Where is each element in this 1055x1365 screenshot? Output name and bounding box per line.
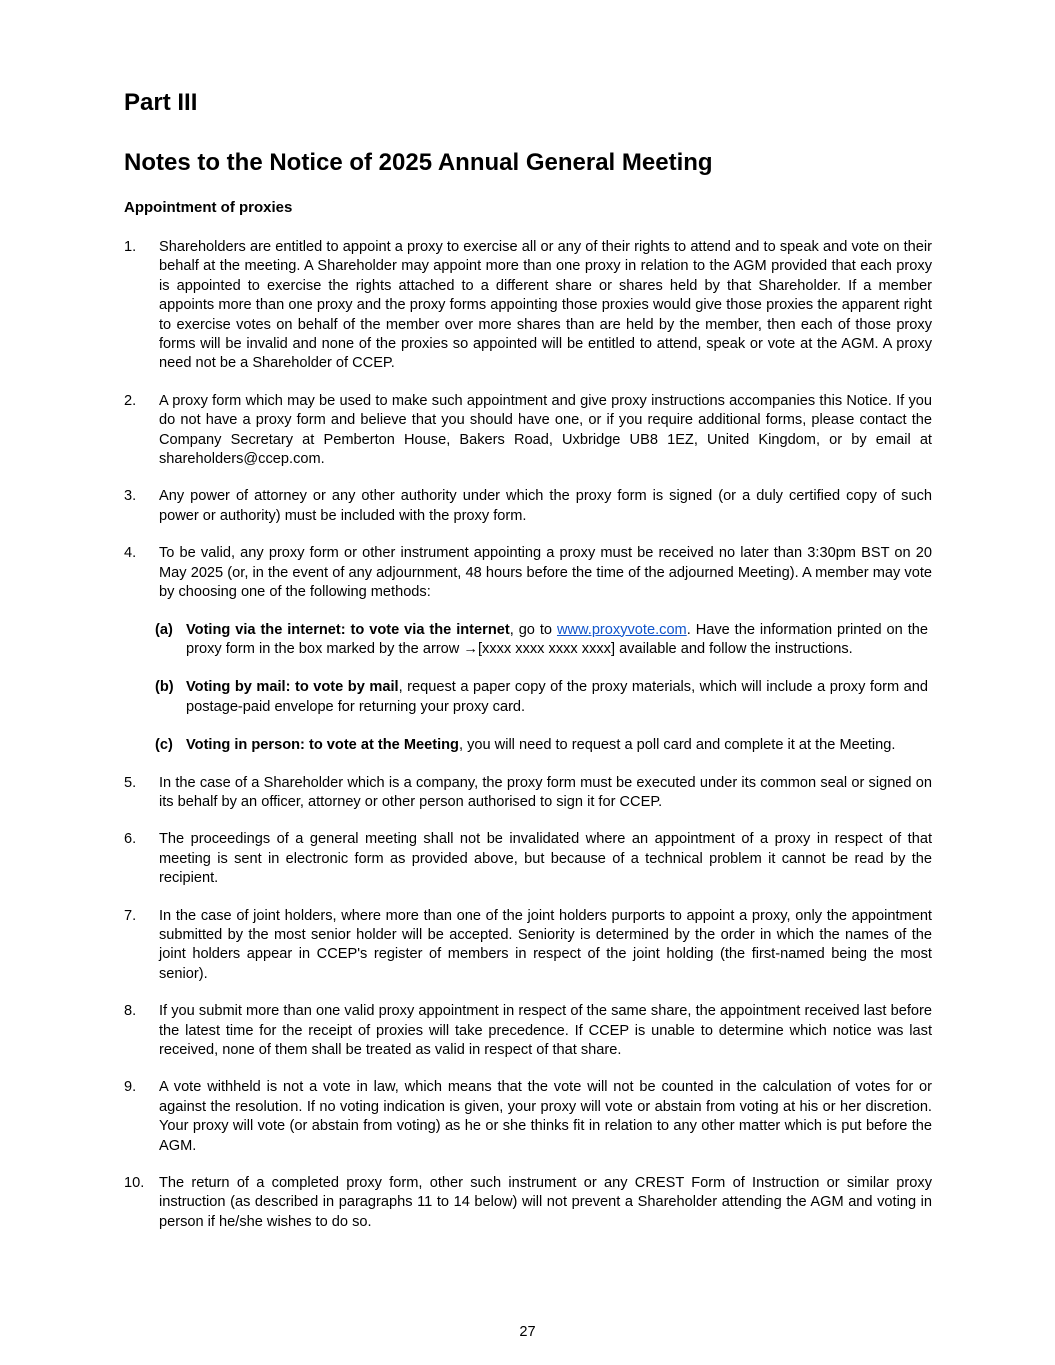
list-item	[124, 392, 932, 470]
item-text: If you submit more than one valid proxy appointment in respect of the same share, the appointment received last before the latest time for the receipt of proxies will take precedence. If CCEP is unable to determine which notice was last received, none of them shall be treated as valid in respect of that share.	[159, 1003, 932, 1058]
item-number: 1.	[124, 239, 137, 255]
item-number: 5.	[124, 774, 137, 791]
voting-method-in-person	[124, 736, 932, 755]
method-text: , you will need to request a poll card and complete it at the Meeting.	[458, 737, 896, 754]
item-text: Any power of attorney or any other authority under which the proxy form is signed (or a duly certified copy of such power or authority) must be included with the proxy form.	[159, 488, 932, 524]
item-text: In the case of joint holders, where more than one of the joint holders purports to appoint a proxy, only the appointment submitted by the most senior holder will be accepted. Seniority is determined by the order in which the names of the joint holders appear in CCEP's register of members in respect of the joint holding (the first-named being the most senior).	[159, 907, 932, 982]
method-lead: Voting in person: to vote at the Meeting	[186, 737, 459, 754]
item-text: The return of a completed proxy form, other such instrument or any CREST Form of Instruction or similar proxy instruction (as described in paragraphs 11 to 14 below) will not prevent a Shareholder attending the AGM and voting in person if he/she wishes to do so.	[159, 1175, 932, 1230]
method-label: (c)	[155, 737, 173, 754]
item-text: The proceedings of a general meeting shall not be invalidated where an appointment of a proxy in respect of that meeting is sent in electronic form as provided above, but because of a technical problem it cannot be read by the recipient.	[159, 831, 932, 887]
item-text: A proxy form which may be used to make such appointment and give proxy instructions accompanies this Notice. If you do not have a proxy form and believe that you should have one, or if you require additional forms, please contact the Company Secretary at Pemberton House, Bakers Road, Uxbridge UB8 1EZ, United Kingdom, or by email at shareholders@ccep.com.	[159, 392, 932, 468]
list-item	[124, 774, 932, 813]
item-number: 7.	[124, 907, 137, 924]
item-number: 2.	[124, 392, 137, 409]
list-item	[124, 1002, 932, 1060]
method-text: , request a paper copy of the proxy materials, which will include a proxy form and postage-paid envelope for returning your proxy card.	[186, 679, 928, 715]
method-text: , go to	[509, 621, 557, 638]
page-number: 27	[519, 1324, 536, 1340]
proxyvote-link[interactable]: www.proxyvote.com	[556, 621, 687, 638]
item-text: A vote withheld is not a vote in law, which means that the vote will not be counted in the calculation of votes for or against the resolution. If no voting indication is given, your proxy will vote or abstain from voting at his or her discretion. Your proxy will vote (or abstain from voting) as he or she thinks fit in relation to any other matter which is put before the AGM.	[159, 1079, 932, 1154]
item-number: 4.	[124, 545, 137, 562]
item-number: 9.	[124, 1079, 137, 1096]
method-lead: Voting via the internet: to vote via the internet	[186, 621, 510, 638]
item-text: To be valid, any proxy form or other instrument appointing a proxy must be received no later than 3:30pm BST on 20 May 2025 (or, in the event of any adjournment, 48 hours before the time of the adjourned Meeting). A member may vote by choosing one of the following methods:	[159, 545, 932, 601]
item-number: 8.	[124, 1003, 137, 1020]
part-heading: Part III	[124, 89, 198, 116]
method-lead: Voting by mail: to vote by mail	[186, 679, 399, 696]
list-item	[124, 907, 932, 985]
list-item	[124, 1174, 932, 1232]
list-item	[124, 1078, 932, 1156]
item-number: 6.	[124, 831, 137, 848]
section-heading: Appointment of proxies	[124, 199, 293, 216]
item-text: In the case of a Shareholder which is a company, the proxy form must be executed under its common seal or signed on its behalf by an officer, attorney or other person authorised to sign it for CCEP.	[159, 774, 932, 810]
item-number: 10.	[124, 1175, 145, 1192]
list-item	[124, 544, 932, 755]
document-page	[124, 88, 932, 1250]
voting-method-internet	[124, 621, 932, 660]
item-number: 3.	[124, 488, 137, 505]
list-item	[124, 830, 932, 888]
voting-method-mail	[124, 678, 932, 717]
method-label: (b)	[155, 679, 174, 696]
item-text: Shareholders are entitled to appoint a proxy to exercise all or any of their rights to attend and to speak and vote on their behalf at the meeting. A Shareholder may appoint more than one proxy in relation to the AGM provided that each proxy is appointed to exercise the rights attached to a different share or shares held by that Shareholder. If a member appoints more than one proxy and the proxy forms appointing those proxies would give those proxies the apparent right to exercise votes on behalf of the member over more shares than are held by the member, then each of those proxy forms will be invalid and none of the proxies so appointed will be entitled to attend, speak or vote at the AGM. A proxy need not be a Shareholder of CCEP.	[159, 239, 932, 372]
list-item	[124, 487, 932, 526]
method-label: (a)	[155, 621, 173, 638]
page-title: Notes to the Notice of 2025 Annual General Meeting	[124, 149, 713, 176]
voting-methods	[124, 621, 932, 756]
method-text: . Have the information printed on the proxy form in the box marked by the arrow →[xxxx xxxx xxxx xxxx] available and follow the instructions.	[186, 621, 928, 657]
list-item	[124, 238, 932, 374]
